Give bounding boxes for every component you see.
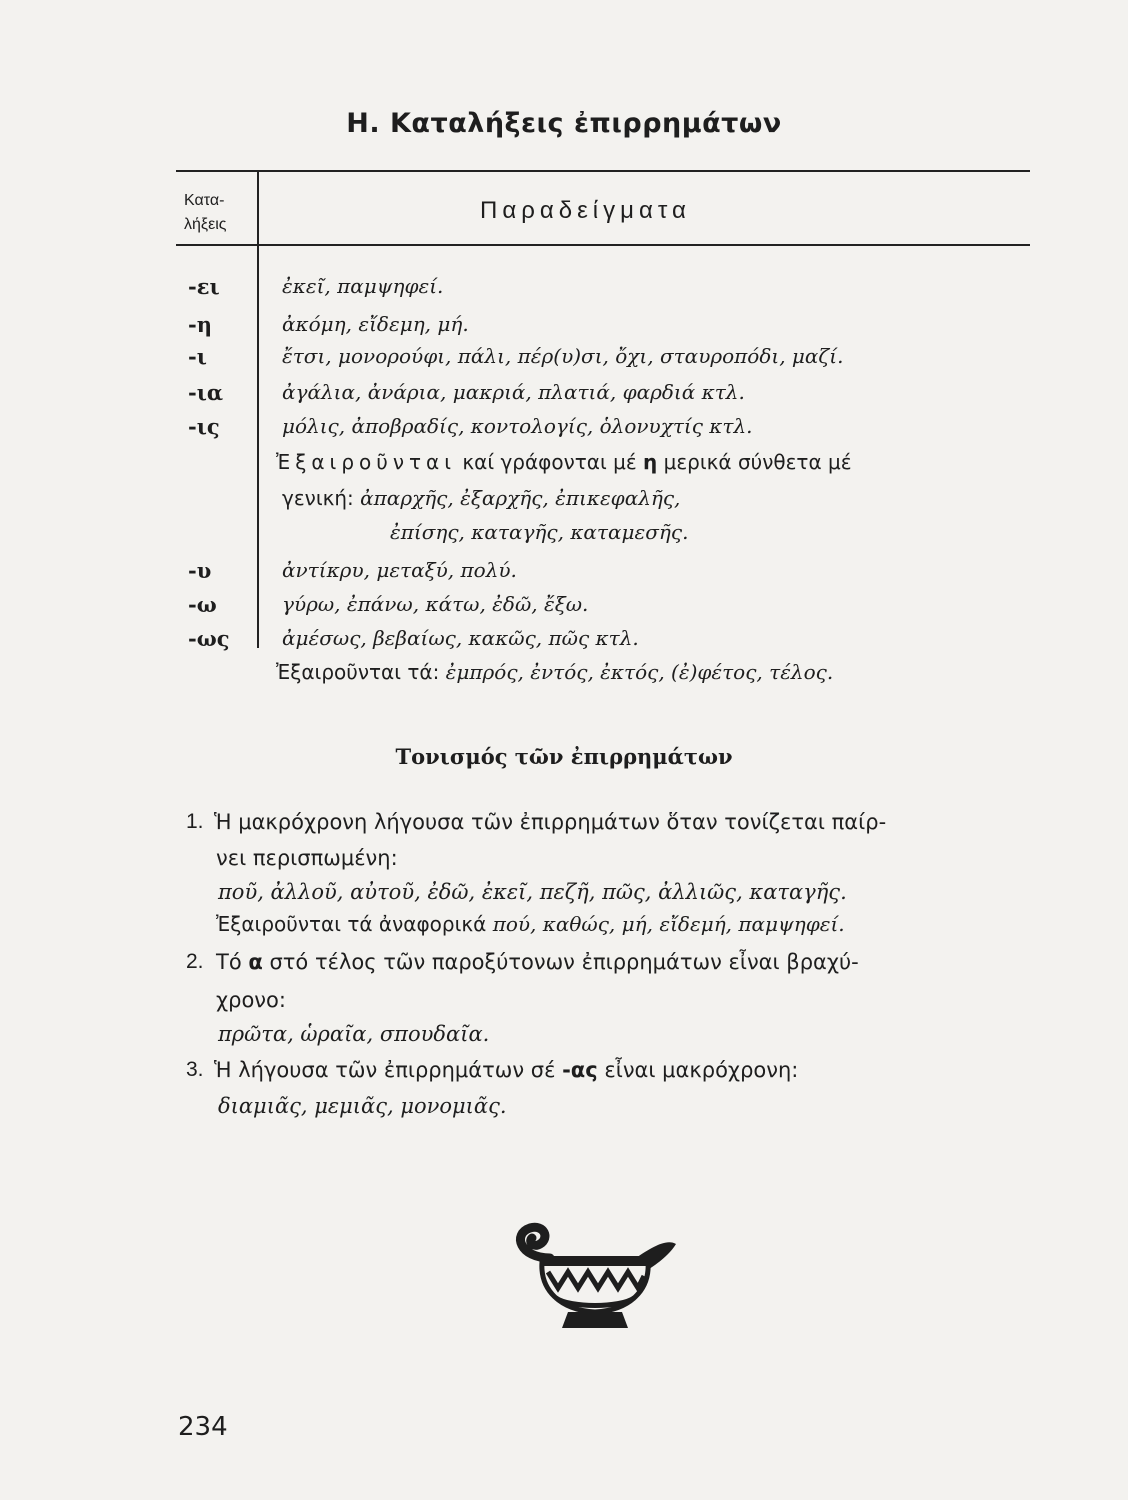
exception-eta-line3: ἐπίσης, καταγῆς, καταμεσῆς.	[390, 520, 689, 544]
exception-final	[276, 660, 833, 685]
row-iota-examples: ἔτσι, μονορούφι, πάλι, πέρ(υ)σι, ὄχι, σταυροπόδι, μαζί.	[282, 344, 844, 368]
rule-2-examples: πρῶτα, ὡραῖα, σπουδαῖα.	[218, 1022, 490, 1046]
rule-3-line1-a: Ἡ λήγουσα τῶν ἐπιρρημάτων σέ	[214, 1058, 563, 1082]
rule-3-as: -ας	[562, 1058, 598, 1082]
row-is-examples: μόλις, ἀποβραδίς, κοντολογίς, ὁλονυχτίς κτλ.	[282, 414, 753, 438]
rule-1-line2: νει περισπωμένη:	[216, 846, 398, 870]
rule-3-number: 3.	[186, 1058, 204, 1081]
rule-1-examples: ποῦ, ἀλλοῦ, αὐτοῦ, ἐδῶ, ἐκεῖ, πεζῆ, πῶς, ἀλλιῶς, καταγῆς.	[218, 880, 847, 904]
row-eta-examples: ἀκόμη, εἴδεμη, μή.	[282, 312, 469, 336]
suffix-os: -ως	[188, 626, 230, 651]
page-number: 234	[178, 1412, 228, 1442]
exception-eta-rest: μερικά σύνθετα μέ	[657, 450, 852, 474]
header-suffix-line1: Κατα-	[184, 192, 225, 209]
suffix-iota: -ι	[188, 344, 207, 369]
suffix-ia: -ια	[188, 380, 224, 405]
suffix-ei: -ει	[188, 274, 220, 299]
rule-3-line1	[214, 1058, 798, 1082]
row-omega-examples: γύρω, ἐπάνω, κάτω, ἐδῶ, ἔξω.	[282, 592, 589, 616]
row-ia-examples: ἀγάλια, ἀνάρια, μακριά, πλατιά, φαρδιά κτλ.	[282, 380, 745, 404]
rule-1-exception-label: Ἐξαιροῦνται τά ἀναφορικά	[216, 912, 493, 936]
suffix-eta: -η	[188, 312, 212, 337]
rule-1-number: 1.	[186, 810, 204, 833]
header-examples: Παραδείγματα	[480, 197, 691, 224]
table-column-divider	[257, 170, 259, 648]
suffix-omega: -ω	[188, 592, 217, 617]
table-header-rule	[176, 244, 1030, 246]
rule-1-exception-words: πού, καθώς, μή, εἴδεμή, παμψηφεί.	[492, 912, 845, 936]
rule-2-alpha: α	[248, 950, 263, 974]
rule-1-line1: Ἡ μακρόχρονη λήγουσα τῶν ἐπιρρημάτων ὅταν τονίζεται παίρ-	[214, 810, 887, 834]
exception-eta-line2	[282, 486, 680, 511]
exception-eta-letter: η	[643, 450, 658, 474]
rule-2-line1-a: Τό	[216, 950, 249, 974]
rule-1-exception	[216, 912, 845, 937]
rule-2-number: 2.	[186, 950, 204, 973]
row-upsilon-examples: ἀντίκρυ, μεταξύ, πολύ.	[282, 558, 517, 582]
exception-final-label: Ἐξαιροῦνται τά:	[276, 660, 446, 684]
header-suffix-line2: λήξεις	[184, 216, 227, 233]
exception-eta-mid: καί γράφονται μέ	[456, 450, 644, 474]
rule-2-line2: χρονο:	[216, 988, 286, 1012]
exception-eta-genitive-words: ἀπαρχῆς, ἐξαρχῆς, ἐπικεφαλῆς,	[360, 486, 681, 510]
oil-lamp-icon	[510, 1218, 680, 1338]
exception-eta-line1	[276, 450, 852, 474]
accent-subtitle: Τονισμός τῶν ἐπιρρημάτων	[395, 744, 733, 769]
rule-3-examples: διαμιᾶς, μεμιᾶς, μονομιᾶς.	[218, 1094, 507, 1118]
suffix-upsilon: -υ	[188, 558, 212, 583]
rule-2-line1-b: στό τέλος τῶν παροξύτονων ἐπιρρημάτων εἶναι βραχύ-	[262, 950, 859, 974]
table-top-rule	[176, 170, 1030, 172]
rule-2-line1	[216, 950, 859, 974]
section-title: Η. Καταλήξεις ἐπιρρημάτων	[346, 108, 782, 139]
row-os-examples: ἀμέσως, βεβαίως, κακῶς, πῶς κτλ.	[282, 626, 639, 650]
rule-3-line1-b: εἶναι μακρόχρονη:	[597, 1058, 799, 1082]
exception-eta-spaced: Ἐξαιροῦνται	[276, 450, 456, 474]
exception-eta-genitive-label: γενική:	[282, 486, 361, 510]
suffix-is: -ις	[188, 414, 220, 439]
row-ei-examples: ἐκεῖ, παμψηφεί.	[282, 274, 444, 298]
exception-final-words: ἐμπρός, ἐντός, ἐκτός, (ἐ)φέτος, τέλος.	[445, 660, 834, 684]
